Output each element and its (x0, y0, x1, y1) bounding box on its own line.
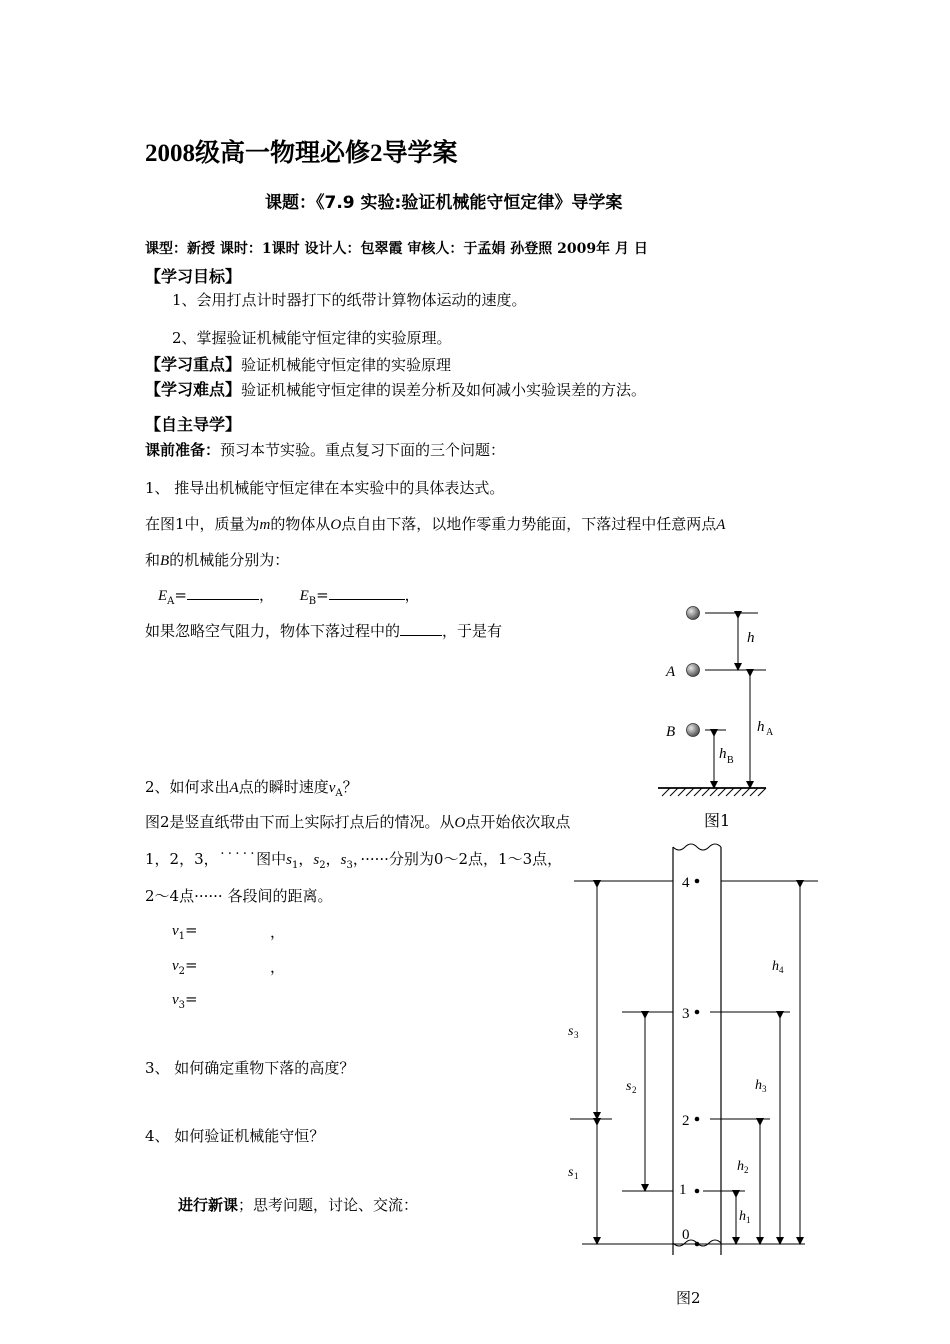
difficulty-label: 【学习难点】 (145, 380, 242, 399)
fig2-desc-text: ，······分别为0～2点，1～3点， (352, 850, 563, 868)
figure-1 (650, 595, 780, 835)
point-label-3: 3 (682, 1006, 690, 1022)
velocity-subscript: A (335, 788, 343, 799)
mass-symbol: m (259, 517, 271, 533)
tape-dot-2 (695, 1117, 700, 1122)
v2-subscript: 2 (178, 966, 186, 977)
v1-comma: ， (270, 923, 286, 941)
h3-label-sub: 3 (762, 1084, 767, 1094)
s2-label-sub: 2 (632, 1085, 637, 1095)
energy-b-blank[interactable] (329, 585, 405, 600)
v2-symbol: v (172, 958, 179, 974)
comma: ， (258, 586, 274, 604)
s1-label: s (568, 1165, 574, 1180)
h3-label: h (755, 1078, 762, 1093)
prep-line (145, 439, 505, 460)
meta-line: 课型：新授 课时：1课时 设计人：包翠霞 审核人：于孟娟 孙登照 2009年 月 日 (145, 241, 648, 257)
equals-sign: = (185, 990, 198, 1008)
equals-sign: = (316, 586, 329, 604)
q1-text: 如果忽略空气阻力，物体下落过程中的 (145, 622, 401, 640)
energy-a-blank[interactable] (187, 585, 259, 600)
tape-dot-0 (695, 1242, 700, 1247)
h2-label: h (737, 1159, 744, 1174)
h1-label: h (739, 1209, 746, 1224)
prep-label: 课前准备： (145, 441, 221, 459)
fig1-label-hb: h (719, 746, 727, 762)
question-1: 1、 推导出机械能守恒定律在本实验中的具体表达式。 (145, 479, 505, 497)
q2-text: 2、如何求出 (145, 778, 230, 796)
energy-b-subscript: B (308, 596, 317, 607)
point-a-symbol: A (716, 517, 726, 533)
equals-sign: = (174, 586, 187, 604)
tape-dot-1 (695, 1189, 700, 1194)
v1-subscript: 1 (178, 931, 186, 942)
energy-a-subscript: A (167, 596, 175, 607)
q1-text: 和 (145, 551, 161, 569)
v3-line (172, 990, 198, 1011)
v2-line (172, 956, 198, 977)
objectives-heading: 【学习目标】 (145, 267, 242, 286)
s3-subscript: 3 (346, 860, 353, 871)
new-lesson-line (178, 1194, 418, 1215)
lesson-subtitle: 课题：《7.9 实验:验证机械能守恒定律》导学案 (265, 193, 623, 213)
fig2-desc-line1 (145, 811, 570, 832)
fig1-label-ha-sub: A (766, 727, 774, 738)
v3-symbol: v (172, 992, 179, 1008)
question-2 (145, 776, 358, 799)
fig1-label-h: h (747, 630, 755, 646)
energy-b-symbol: E (299, 588, 309, 604)
fig1-label-hb-sub: B (727, 755, 734, 766)
new-lesson-label: 进行新课 (178, 1196, 239, 1214)
point-label-4: 4 (682, 875, 690, 891)
ball-b (687, 724, 700, 737)
point-label-0: 0 (682, 1227, 690, 1243)
velocity-symbol: v (328, 780, 336, 796)
fig1-label-ha: h (757, 719, 765, 735)
point-label-2: 2 (682, 1113, 690, 1129)
s1-symbol: s (286, 852, 292, 868)
v3-subscript: 3 (178, 1000, 186, 1011)
figure-1-caption: 图1 (704, 811, 731, 830)
energy-blanks-line (158, 584, 420, 607)
h4-label: h (772, 959, 779, 974)
prep-text: 预习本节实验。重点复习下面的三个问题： (220, 441, 506, 459)
q1-text: 的物体从 (270, 515, 331, 533)
q2-text: ？ (342, 778, 358, 796)
q1-paragraph-line4 (145, 620, 502, 641)
fig1-label-a: A (666, 664, 676, 680)
h2-label-sub: 2 (744, 1165, 749, 1175)
key-point (145, 352, 451, 375)
q2-text: 点的瞬时速度 (238, 778, 329, 796)
conservation-blank[interactable] (400, 621, 442, 636)
v1-symbol: v (172, 923, 179, 939)
fig2-desc-text: 图2是竖直纸带由下而上实际打点后的情况。从 (145, 813, 455, 831)
s3-label: s (568, 1024, 574, 1039)
comma: ， (404, 586, 420, 604)
s3-label-sub: 3 (574, 1030, 579, 1040)
tape-dot-4 (695, 879, 700, 884)
q1-text: 在图1中，质量为 (145, 515, 260, 533)
fig1-label-b: B (666, 724, 676, 740)
self-study-heading: 【自主导学】 (145, 415, 242, 434)
fig2-desc-line3: 2～4点······ 各段间的距离。 (145, 887, 333, 905)
s2-subscript: 2 (319, 860, 326, 871)
point-a-symbol: A (229, 780, 239, 796)
document-title: 2008级高一物理必修2导学案 (145, 140, 458, 167)
question-3: 3、 如何确定重物下落的高度？ (145, 1059, 355, 1077)
v1-line (172, 921, 198, 942)
tape-top-edge (673, 844, 721, 850)
h4-label-sub: 4 (779, 965, 784, 975)
figure-2 (560, 843, 830, 1268)
point-label-1: 1 (679, 1182, 687, 1198)
point-b-symbol: B (160, 553, 170, 569)
point-o-symbol: O (454, 815, 466, 831)
s1-label-sub: 1 (574, 1171, 579, 1181)
q1-text: 的机械能分别为： (169, 551, 290, 569)
objective-item-1: 1、会用打点计时器打下的纸带计算物体运动的速度。 (172, 291, 527, 309)
h1-label-sub: 1 (746, 1215, 751, 1225)
ball-a (687, 664, 700, 677)
new-lesson-text: ；思考问题，讨论、交流： (238, 1196, 419, 1214)
ball-top (687, 607, 700, 620)
fig2-desc-text: 1，2，3，˙˙˙˙˙图中 (145, 850, 287, 868)
s2-label: s (626, 1079, 632, 1094)
difficulty (145, 377, 646, 400)
v2-comma: ， (270, 958, 286, 976)
figure-2-caption: 图2 (676, 1289, 701, 1307)
s2-symbol: s (313, 852, 320, 868)
fig2-desc-text: 点开始依次取点 (465, 813, 571, 831)
energy-a-symbol: E (158, 588, 168, 604)
q1-paragraph-line2 (145, 549, 289, 570)
point-o-symbol: O (330, 517, 342, 533)
ground-hatch (662, 788, 766, 796)
objective-item-2: 2、掌握验证机械能守恒定律的实验原理。 (172, 329, 452, 347)
question-4: 4、 如何验证机械能守恒？ (145, 1127, 325, 1145)
key-point-label: 【学习重点】 (145, 355, 242, 374)
q1-text: ，于是有 (442, 622, 503, 640)
key-point-text: 验证机械能守恒定律的实验原理 (241, 356, 452, 374)
s1-subscript: 1 (291, 860, 299, 871)
s3-symbol: s (340, 852, 347, 868)
q1-text: 点自由下落，以地作零重力势能面，下落过程中任意两点 (341, 515, 717, 533)
tape-dot-3 (695, 1010, 700, 1015)
fig2-desc-line2: 1，2，3，˙˙˙˙˙图中$s_1$，$s_2$，$s_3$，······分别为0～2点，1～3点， (145, 850, 563, 871)
difficulty-text: 验证机械能守恒定律的误差分析及如何减小实验误差的方法。 (241, 381, 647, 399)
q1-paragraph-line1 (145, 513, 725, 534)
equals-sign: = (185, 956, 198, 974)
equals-sign: = (185, 921, 198, 939)
